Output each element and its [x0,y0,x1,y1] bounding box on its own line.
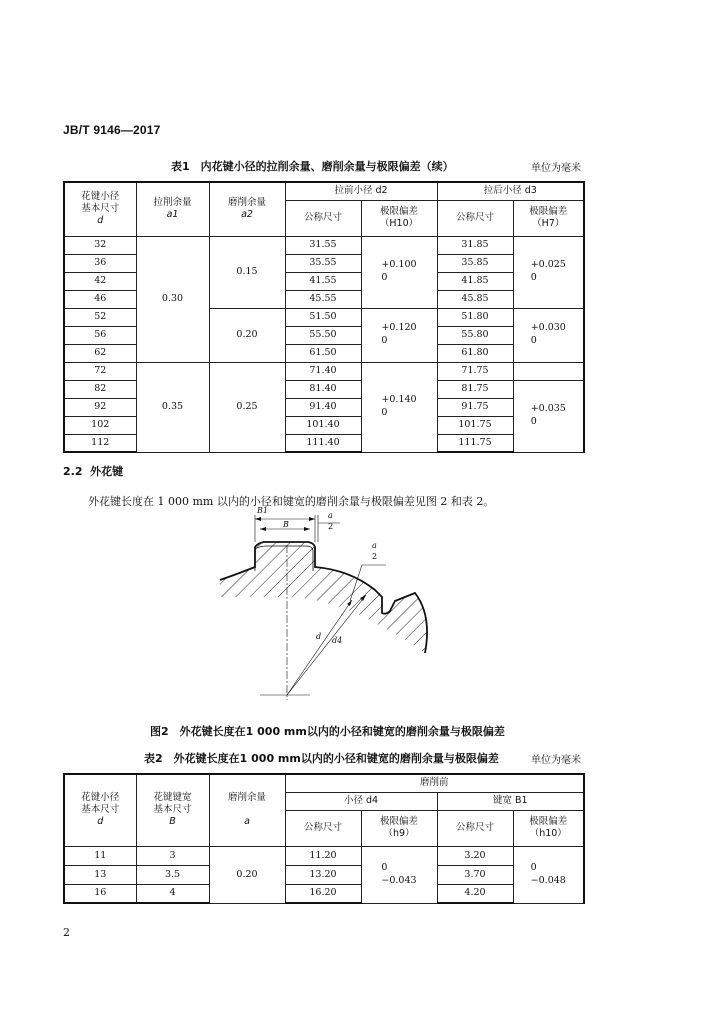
t2-cell-B1: 3.70 [437,865,513,884]
table2-caption: 表2 外花键长度在1 000 mm以内的小径和键宽的磨削余量与极限偏差 [144,752,499,765]
standard-number: JB/T 9146—2017 [63,123,161,137]
t1-header-a1: 拉削余量 a1 [136,182,209,236]
table1-caption: 表1 内花键小径的拉削余量、磨削余量与极限偏差（续） [171,160,454,173]
t2-header-B: 花键键宽 基本尺寸 B [136,774,209,846]
t1-cell-d: 46 [64,290,136,308]
t1-cell-d: 72 [64,362,136,380]
label-B: B [283,520,289,529]
t2-header-a: 磨削余量 a [209,774,285,846]
t1-header-pre: 拉前小径 d2 [285,182,437,200]
t2-header-d: 花键小径 基本尺寸 d [64,774,136,846]
t1-cell-d3-tol: +0.035 0 [513,380,584,452]
t1-cell-d3: 91.75 [437,398,513,416]
t1-cell-d2: 35.55 [285,254,361,272]
t1-header-d: 花键小径 基本尺寸 d [64,182,136,236]
t2-cell-d4: 11.20 [285,846,361,865]
t1-cell-d3: 81.75 [437,380,513,398]
t1-cell-d2: 101.40 [285,416,361,434]
t1-cell-d: 102 [64,416,136,434]
t2-header-before: 磨削前 [285,774,584,792]
t1-header-post: 拉后小径 d3 [437,182,584,200]
t1-cell-d3: 41.85 [437,272,513,290]
t1-cell-d: 32 [64,236,136,254]
label-2-top: 2 [328,522,334,531]
t1-cell-d: 36 [64,254,136,272]
t2-cell-B: 3 [136,846,209,865]
t1-cell-d2: 41.55 [285,272,361,290]
t1-cell-a1: 0.35 [136,362,209,452]
t1-header-limit: 极限偏差 （H10） [361,200,437,236]
t1-cell-d2: 71.40 [285,362,361,380]
t2-cell-d4: 13.20 [285,865,361,884]
label-a-top: a [328,511,333,520]
t1-header-a2: 磨削余量 a2 [209,182,285,236]
t1-cell-d2: 111.40 [285,434,361,452]
label-d: d [316,632,322,641]
t1-cell-d3-tol: +0.025 0 [513,236,584,308]
t2-cell-a: 0.20 [209,846,285,903]
t1-cell-a2: 0.15 [209,236,285,308]
t2-cell-d4: 16.20 [285,884,361,903]
t1-cell-d3: 101.75 [437,416,513,434]
t1-cell-d3: 55.80 [437,326,513,344]
t2-cell-d4-tol: 0 −0.043 [361,846,437,903]
t2-header-width: 键宽 B1 [437,792,584,810]
table2 [63,773,585,904]
t1-cell-d: 92 [64,398,136,416]
t2-cell-B1: 4.20 [437,884,513,903]
t2-header-minor: 小径 d4 [285,792,437,810]
t1-cell-d2-tol: +0.100 0 [361,236,437,308]
t2-cell-B1-tol: 0 −0.048 [513,846,584,903]
section-heading: 2.2 外花键 [63,465,124,478]
label-d4: d4 [332,636,343,645]
label-2-right: 2 [372,552,378,561]
t1-cell-d3: 51.80 [437,308,513,326]
t1-cell-d3: 31.85 [437,236,513,254]
table2-unit: 单位为毫米 [531,755,581,766]
t1-cell-a2: 0.25 [209,362,285,452]
t1-cell-d2-tol: +0.120 0 [361,308,437,362]
t1-cell-d: 56 [64,326,136,344]
t1-cell-d2: 31.55 [285,236,361,254]
t1-cell-d2: 91.40 [285,398,361,416]
body-paragraph: 外花键长度在 1 000 mm 以内的小径和键宽的磨削余量与极限偏差见图 2 和表 2。 [88,495,495,508]
t2-cell-d: 11 [64,846,136,865]
t1-cell-d3: 61.80 [437,344,513,362]
t1-cell-d2: 61.50 [285,344,361,362]
page-number: 2 [63,926,70,939]
label-B1: B1 [257,506,268,515]
label-a-right: a [372,541,377,550]
t2-header-limit: 极限偏差 （h10） [513,810,584,846]
t1-header-nominal: 公称尺寸 [437,200,513,236]
t1-cell-d3-tol-empty [513,362,584,380]
t1-cell-a1: 0.30 [136,236,209,362]
t1-cell-d2: 45.55 [285,290,361,308]
table1 [63,181,585,453]
figure2-caption: 图2 外花键长度在1 000 mm以内的小径和键宽的磨削余量与极限偏差 [150,725,505,738]
t2-cell-B: 3.5 [136,865,209,884]
t1-cell-d3: 35.85 [437,254,513,272]
t2-header-nominal: 公称尺寸 [437,810,513,846]
t1-cell-d3: 111.75 [437,434,513,452]
t1-cell-d2: 81.40 [285,380,361,398]
t1-header-nominal: 公称尺寸 [285,200,361,236]
t2-cell-B: 4 [136,884,209,903]
figure2-drawing [200,505,460,705]
t1-cell-a2: 0.20 [209,308,285,362]
t1-cell-d: 82 [64,380,136,398]
t1-cell-d3: 71.75 [437,362,513,380]
t1-cell-d3: 45.85 [437,290,513,308]
t1-cell-d2: 51.50 [285,308,361,326]
t2-cell-d: 13 [64,865,136,884]
t1-cell-d2-tol: +0.140 0 [361,362,437,452]
t1-cell-d2: 55.50 [285,326,361,344]
t1-cell-d: 62 [64,344,136,362]
t2-cell-B1: 3.20 [437,846,513,865]
t1-cell-d3-tol: +0.030 0 [513,308,584,362]
t1-cell-d: 42 [64,272,136,290]
t1-cell-d: 52 [64,308,136,326]
table1-unit: 单位为毫米 [531,163,581,174]
t1-cell-d: 112 [64,434,136,452]
t2-header-nominal: 公称尺寸 [285,810,361,846]
t1-header-limit: 极限偏差 （H7） [513,200,584,236]
t2-cell-d: 16 [64,884,136,903]
t2-header-limit: 极限偏差 （h9） [361,810,437,846]
